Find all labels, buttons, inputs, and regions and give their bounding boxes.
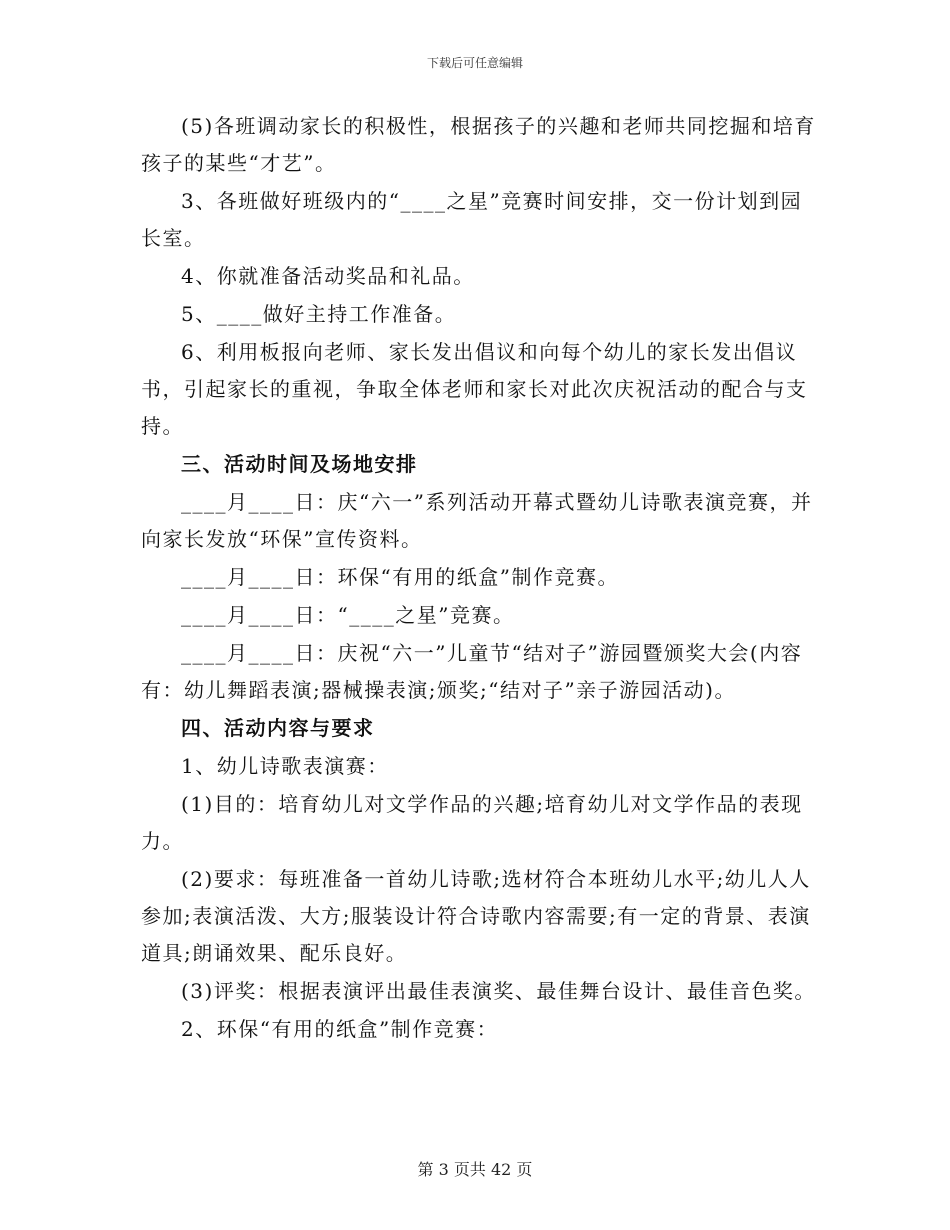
paragraph-garden-party: ____月____日：庆祝“六一”儿童节“结对子”游园暨颁奖大会(内容有：幼儿舞蹈表演;器械操表演;颁奖;“结对子”亲子游园活动)。 [141, 641, 803, 702]
paragraph-item-5-talent: (5)各班调动家长的积极性，根据孩子的兴趣和老师共同挖掘和培育孩子的某些“才艺”。 [141, 114, 816, 175]
paragraph-paper-box-title: 2、环保“有用的纸盒”制作竞赛： [181, 1017, 499, 1041]
paragraph-star-schedule: 3、各班做好班级内的“____之星”竞赛时间安排，交一份计划到园长室。 [141, 189, 803, 250]
paragraph-opening: ____月____日：庆“六一”系列活动开幕式暨幼儿诗歌表演竞赛，并向家长发放“环保”宣传资料。 [141, 490, 813, 551]
paragraph-poetry-goal: (1)目的：培育幼儿对文学作品的兴趣;培育幼儿对文学作品的表现力。 [141, 792, 803, 853]
section-heading-content: 四、活动内容与要求 [181, 716, 375, 740]
page-footer: 第 3 页共 42 页 [417, 1160, 533, 1179]
document-body [141, 108, 821, 1048]
paragraph-proposal: 6、利用板报向老师、家长发出倡议和向每个幼儿的家长发出倡议书，引起家长的重视，争取全体老师和家长对此次庆祝活动的配合与支持。 [141, 340, 808, 438]
section-heading-schedule: 三、活动时间及场地安排 [181, 452, 418, 476]
page-header: 下载后可任意编辑 [426, 56, 523, 70]
paragraph-poetry-title: 1、幼儿诗歌表演赛： [181, 754, 389, 778]
paragraph-prizes: 4、你就准备活动奖品和礼品。 [181, 264, 475, 288]
paragraph-poetry-awards: (3)评奖：根据表演评出最佳表演奖、最佳舞台设计、最佳音色奖。 [181, 979, 816, 1003]
paragraph-paper-box: ____月____日：环保“有用的纸盒”制作竞赛。 [181, 565, 619, 589]
paragraph-host: 5、____做好主持工作准备。 [181, 302, 457, 326]
paragraph-poetry-requirements: (2)要求：每班准备一首幼儿诗歌;选材符合本班幼儿水平;幼儿人人参加;表演活泼、大方;服装设计符合诗歌内容需要;有一定的背景、表演道具;朗诵效果、配乐良好。 [141, 867, 811, 965]
paragraph-star-contest: ____月____日：“____之星”竞赛。 [181, 603, 515, 627]
